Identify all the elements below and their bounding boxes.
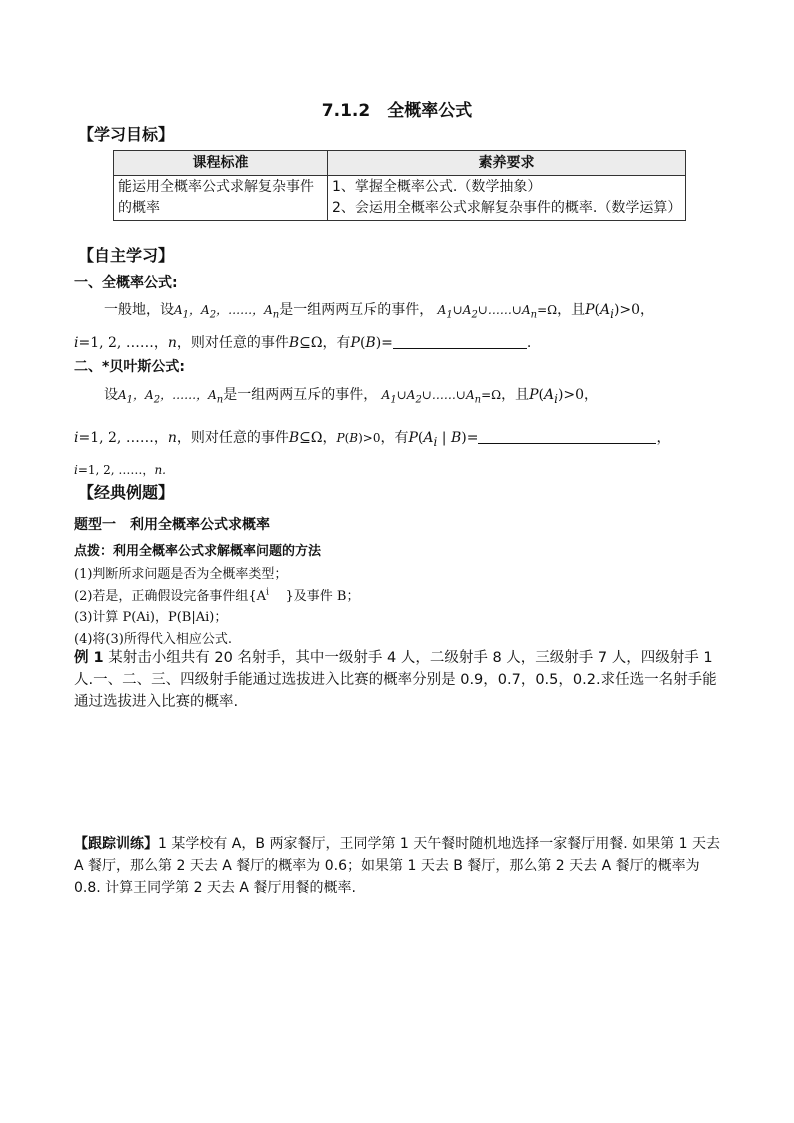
practice-text: 1 某学校有 A，B 两家餐厅，王同学第 1 天午餐时随机地选择一家餐厅用餐. 如果第 1 天去 A 餐厅，那么第 2 天去 A 餐厅的概率为 0.6；如果第 1 天去 B 餐厅，那么第 2 天去 A 餐厅的概率为 0.8. 计算王同学第 2 天去 A 餐厅用餐的概率. bbox=[74, 836, 720, 896]
standard-cell: 能运用全概率公式求解复杂事件的概率 bbox=[114, 176, 328, 221]
step-4: (4)将(3)所得代入相应公式. bbox=[74, 632, 232, 647]
index-range: i=1, 2, ……，n bbox=[74, 335, 177, 351]
step-3: (3)计算 P(Ai)，P(B|Ai)； bbox=[74, 610, 228, 625]
index-range-2: i=1, 2, ……，n bbox=[74, 430, 177, 446]
section-self-study: 【自主学习】 bbox=[78, 246, 175, 265]
part2-intro: 设 bbox=[104, 387, 118, 403]
prob-b: P(B)= bbox=[350, 335, 393, 351]
conditional-prob: $P(A_i$ | B)= bbox=[408, 430, 479, 449]
union-formula-2: $A_1\cup A_2\cup\dots\dots\cup A_n=\Omega$ bbox=[381, 388, 502, 406]
events-a1-an: $A_1$，$A_2$，……，$A_n$ bbox=[174, 303, 280, 321]
subset-formula: B⊆Ω bbox=[288, 335, 323, 351]
part1-heading: 一、全概率公式: bbox=[74, 275, 178, 291]
header-requirement: 素养要求 bbox=[328, 151, 686, 176]
requirement-1: 1、掌握全概率公式.（数学抽象） bbox=[332, 179, 542, 195]
part1-line1: 一般地，设$A_1$，$A_2$，……，$A_n$是一组两两互斥的事件， $A_1\cup A_2\cup\dots\dots\cup A_n=\Omega$，且$P(A_i)>0$， bbox=[104, 302, 655, 321]
prob-b-positive: P(B)>0 bbox=[336, 431, 381, 445]
goal-table bbox=[113, 150, 686, 221]
example-1 bbox=[74, 647, 724, 713]
part2-mid: 是一组两两互斥的事件， bbox=[223, 387, 378, 403]
step-2b: }及事件 B； bbox=[285, 589, 360, 604]
part2-line2-b: ， bbox=[322, 430, 337, 446]
practice-label: 【跟踪训练】 bbox=[74, 836, 158, 852]
part2-line2: i=1, 2, ……，n，则对任意的事件B⊆Ω，P(B)>0，有$P(A_i$ | B)= ， bbox=[74, 430, 671, 449]
header-standard: 课程标准 bbox=[114, 151, 328, 176]
index-range-3: i=1, 2, ……，n. bbox=[74, 463, 166, 477]
events-a1-an-2: $A_1$，$A_2$，……，$A_n$ bbox=[118, 388, 224, 406]
part2-line2-a: ，则对任意的事件 bbox=[176, 430, 289, 446]
section-examples: 【经典例题】 bbox=[78, 483, 175, 502]
part2-line2-c: ，有 bbox=[380, 430, 409, 446]
answer-blank-2[interactable] bbox=[478, 429, 656, 444]
step-1: (1)判断所求问题是否为全概率类型； bbox=[74, 567, 288, 582]
type1-heading: 题型一 利用全概率公式求概率 bbox=[74, 517, 270, 533]
positive-condition: $P(A_i)>0$ bbox=[585, 302, 641, 321]
part1-end: ，且 bbox=[557, 302, 586, 318]
answer-blank-1[interactable] bbox=[393, 334, 527, 349]
subset-formula-2: B⊆Ω bbox=[288, 430, 323, 446]
page-title: 7.1.2 全概率公式 bbox=[321, 101, 473, 121]
example-1-label: 例 1 bbox=[74, 650, 104, 666]
part2-heading: 二、*贝叶斯公式: bbox=[74, 359, 185, 375]
part1-line2-b: ，有 bbox=[322, 335, 351, 351]
part1-intro: 一般地，设 bbox=[104, 302, 174, 318]
step-2: (2)若是，正确假设完备事件组{$A^i$ }及事件 B； bbox=[74, 587, 360, 604]
part2-line3 bbox=[74, 459, 166, 481]
positive-condition-2: $P(A_i)>0$ bbox=[529, 387, 585, 406]
union-formula: $A_1\cup A_2\cup\dots\dots\cup A_n=\Omega$ bbox=[437, 303, 558, 321]
practice-1 bbox=[74, 833, 724, 899]
part1-mid: 是一组两两互斥的事件， bbox=[279, 302, 434, 318]
part1-line2: i=1, 2, ……，n，则对任意的事件B⊆Ω，有P(B)= . bbox=[74, 335, 532, 351]
step-2a: (2)若是，正确假设完备事件组{A bbox=[74, 589, 267, 604]
requirement-2: 2、会运用全概率公式求解复杂事件的概率.（数学运算） bbox=[332, 200, 682, 216]
part1-line2-a: ，则对任意的事件 bbox=[176, 335, 289, 351]
part2-line1: 设$A_1$，$A_2$，……，$A_n$是一组两两互斥的事件， $A_1\cup A_2\cup\dots\dots\cup A_n=\Omega$，且$P(A_i)>0$， bbox=[104, 387, 599, 406]
section-goals: 【学习目标】 bbox=[78, 125, 175, 144]
part2-end: ，且 bbox=[501, 387, 530, 403]
example-1-text: 某射击小组共有 20 名射手，其中一级射手 4 人，二级射手 8 人，三级射手 7 人，四级射手 1 人.一、二、三、四级射手能通过选拔进入比赛的概率分别是 0.9，0.7，0.5，0.2.求任选一名射手能通过选拔进入比赛的概率. bbox=[74, 650, 717, 710]
requirement-cell bbox=[328, 176, 686, 221]
tip-title: 点拨：利用全概率公式求解概率问题的方法 bbox=[74, 544, 322, 559]
